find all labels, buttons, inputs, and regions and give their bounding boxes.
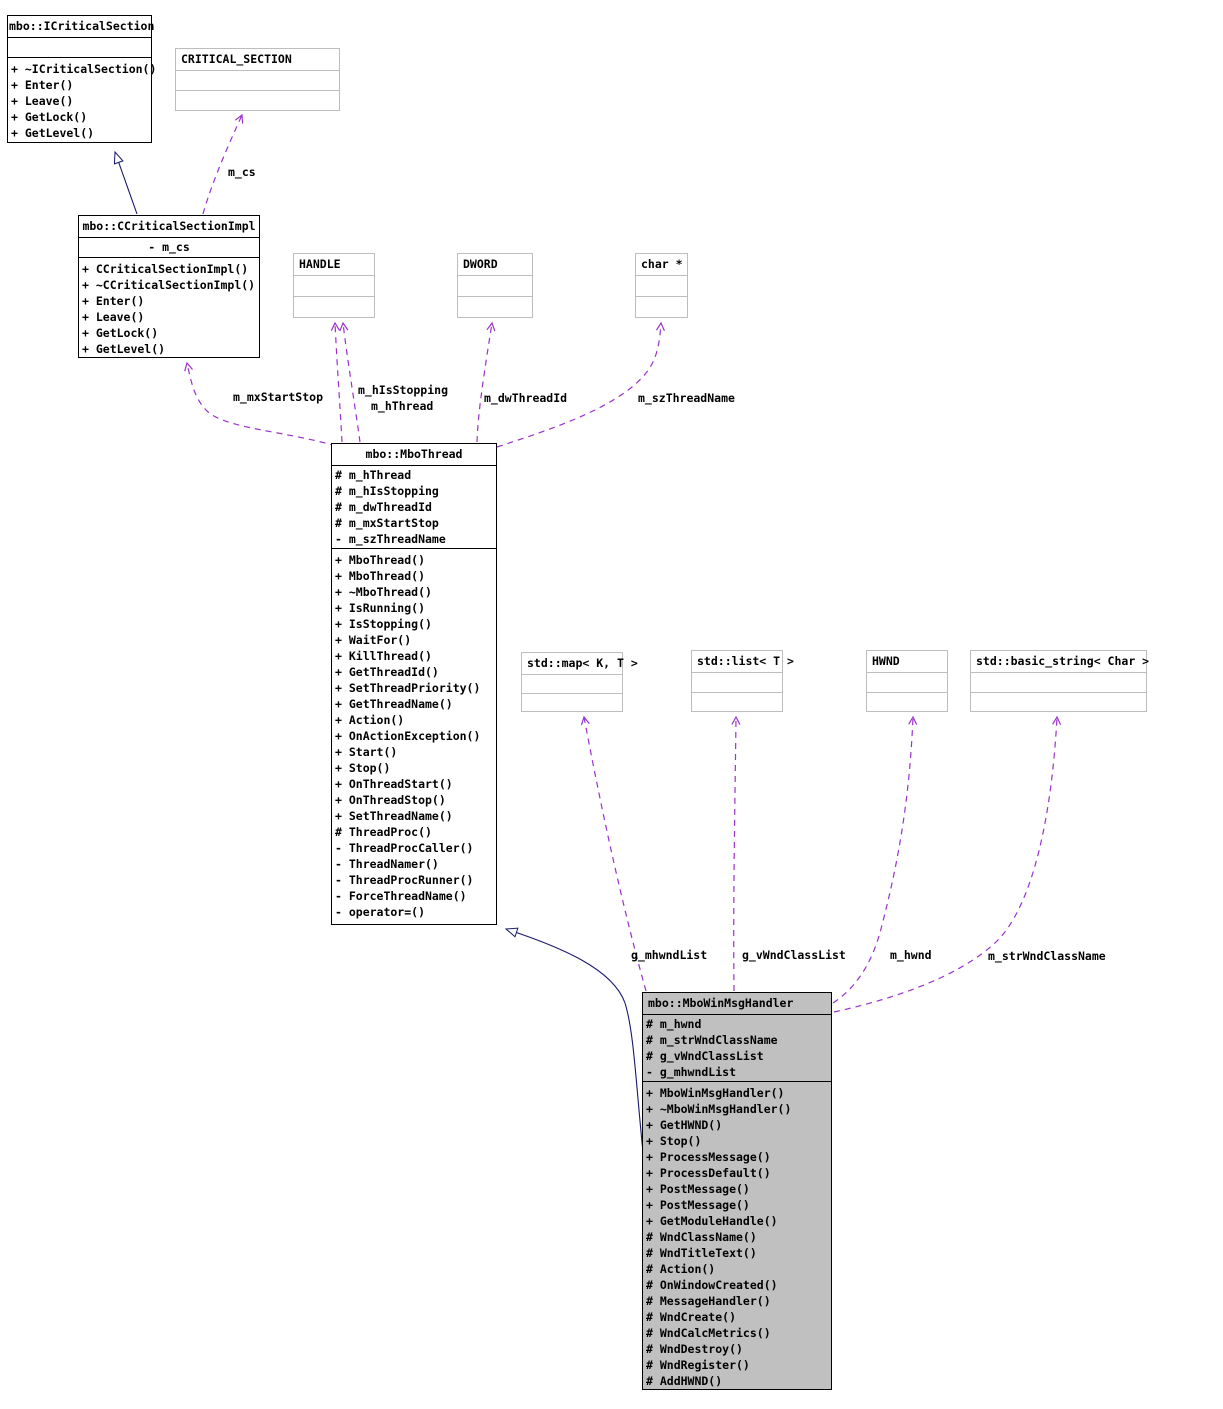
class-box-ccriticalsectionimpl: [78, 215, 260, 358]
class-title-mbothread: mbo::MboThread: [332, 444, 496, 466]
class-box-mbowinmsghandler: [642, 992, 832, 1390]
class-box-icriticalsection: [7, 15, 157, 143]
method-label: + MboWinMsgHandler(): [646, 1086, 785, 1100]
method-label: # OnWindowCreated(): [646, 1278, 778, 1292]
class-title-stdmap: std::map< K, T >: [522, 653, 622, 675]
methods-compartment-empty: [294, 297, 374, 317]
method-label: + MboThread(): [335, 553, 426, 567]
attributes-compartment-empty: [458, 276, 532, 297]
methods-compartment-empty: [867, 693, 947, 711]
attributes-compartment-empty: [8, 38, 151, 58]
class-title-charptr: char *: [636, 254, 687, 276]
attribute-label: # m_hIsStopping: [335, 484, 439, 498]
method-label: + OnActionException(): [335, 729, 481, 743]
methods-compartment: [332, 549, 496, 924]
method-label: + Leave(): [82, 310, 145, 324]
attribute-label: # m_hwnd: [646, 1017, 702, 1031]
class-title-dword: DWORD: [458, 254, 532, 276]
attribute-label: - g_mhwndList: [646, 1065, 737, 1079]
attribute-label: # m_hThread: [335, 468, 412, 482]
method-label: # WndClassName(): [646, 1230, 757, 1244]
attributes-compartment-empty: [176, 71, 339, 91]
edge-label-g-vwndclasslist: g_vWndClassList: [742, 948, 846, 962]
edge-label-m-strwndclassname: m_strWndClassName: [988, 949, 1106, 963]
class-title-hwnd: HWND: [867, 651, 947, 673]
method-label: # WndTitleText(): [646, 1246, 757, 1260]
inheritance-edge-ccriticalimpl-icritical: [115, 152, 137, 214]
attributes-compartment-empty: [692, 673, 782, 693]
edge-label-m-hwnd: m_hwnd: [890, 948, 932, 962]
methods-compartment-empty: [176, 91, 339, 110]
class-title-icriticalsection: mbo::ICriticalSection: [8, 16, 151, 38]
method-label: # MessageHandler(): [646, 1294, 771, 1308]
method-label: + GetLevel(): [82, 342, 166, 356]
method-label: + SetThreadName(): [335, 809, 453, 823]
method-label: # ThreadProc(): [335, 825, 432, 839]
attributes-compartment: [332, 466, 496, 549]
method-label: + ~MboWinMsgHandler(): [646, 1102, 792, 1116]
class-box-dword: [457, 253, 533, 318]
attribute-label: - m_szThreadName: [335, 532, 446, 546]
class-box-mbothread: [331, 443, 497, 925]
method-label: + Start(): [335, 745, 398, 759]
class-title-ccriticalsectionimpl: mbo::CCriticalSectionImpl: [79, 216, 259, 238]
attribute-label: - m_cs: [148, 240, 190, 254]
edge-label-m-hisstopping: m_hIsStopping: [358, 383, 449, 397]
attribute-label: # m_strWndClassName: [646, 1033, 778, 1047]
usage-edge-m-hisstopping: [335, 323, 342, 442]
attributes-compartment-empty: [294, 276, 374, 297]
method-label: + Leave(): [11, 94, 74, 108]
method-label: # WndCalcMetrics(): [646, 1326, 771, 1340]
methods-compartment: [79, 258, 259, 357]
method-label: # Action(): [646, 1262, 716, 1276]
methods-compartment-empty: [692, 693, 782, 711]
method-label: + GetThreadId(): [335, 665, 439, 679]
method-label: + Action(): [335, 713, 405, 727]
method-label: + IsStopping(): [335, 617, 432, 631]
usage-edge-m-szthreadname: [497, 323, 661, 447]
method-label: + GetLock(): [11, 110, 88, 124]
method-label: + GetLock(): [82, 326, 159, 340]
inheritance-edge-msghandler-mbothread: [506, 929, 643, 1152]
class-box-stdmap: [521, 652, 638, 712]
method-label: # WndDestroy(): [646, 1342, 743, 1356]
method-label: + WaitFor(): [335, 633, 412, 647]
edge-label-m-mxstartstop: m_mxStartStop: [233, 390, 324, 404]
methods-compartment: [643, 1082, 831, 1389]
method-label: + ~ICriticalSection(): [11, 62, 157, 76]
class-box-charptr: [635, 253, 688, 318]
attribute-label: # m_dwThreadId: [335, 500, 432, 514]
method-label: + SetThreadPriority(): [335, 681, 481, 695]
attributes-compartment-empty: [971, 673, 1146, 693]
attributes-compartment: [643, 1015, 831, 1082]
usage-edge-g-vwndclasslist: [734, 717, 736, 991]
method-label: + GetHWND(): [646, 1118, 723, 1132]
method-label: + ProcessDefault(): [646, 1166, 771, 1180]
edge-label-m-szthreadname: m_szThreadName: [638, 391, 735, 405]
usage-edge-m-mxstartstop: [187, 363, 336, 446]
method-label: + KillThread(): [335, 649, 432, 663]
class-title-basicstring: std::basic_string< Char >: [971, 651, 1146, 673]
method-label: + GetLevel(): [11, 126, 95, 140]
method-label: # WndCreate(): [646, 1310, 737, 1324]
method-label: + ~MboThread(): [335, 585, 432, 599]
method-label: + Stop(): [646, 1134, 702, 1148]
method-label: + GetModuleHandle(): [646, 1214, 778, 1228]
method-label: + PostMessage(): [646, 1198, 750, 1212]
method-label: - ForceThreadName(): [335, 889, 467, 903]
class-box-handle: [293, 253, 375, 318]
usage-edge-m-strwndclassname: [834, 717, 1057, 1012]
methods-compartment-empty: [971, 693, 1146, 711]
methods-compartment-empty: [458, 297, 532, 317]
edge-label-m-cs: m_cs: [228, 165, 256, 179]
method-label: + IsRunning(): [335, 601, 426, 615]
method-label: + Stop(): [335, 761, 391, 775]
method-label: + Enter(): [11, 78, 74, 92]
method-label: + PostMessage(): [646, 1182, 750, 1196]
attribute-label: # m_mxStartStop: [335, 516, 439, 530]
method-label: + ~CCriticalSectionImpl(): [82, 278, 256, 292]
method-label: - ThreadProcRunner(): [335, 873, 474, 887]
class-title-mbowinmsghandler: mbo::MboWinMsgHandler: [643, 993, 831, 1015]
method-label: + OnThreadStart(): [335, 777, 453, 791]
class-title-stdlist: std::list< T >: [692, 651, 782, 673]
attributes-compartment-empty: [522, 675, 622, 694]
attributes-compartment-empty: [867, 673, 947, 693]
methods-compartment: [8, 58, 157, 142]
method-label: - operator=(): [335, 905, 426, 919]
edge-label-m-hthread: m_hThread: [371, 399, 434, 413]
method-label: # AddHWND(): [646, 1374, 723, 1388]
method-label: + ProcessMessage(): [646, 1150, 771, 1164]
class-box-hwnd: [866, 650, 948, 712]
methods-compartment-empty: [522, 694, 622, 711]
edge-label-m-dwthreadid: m_dwThreadId: [484, 391, 568, 405]
method-label: + CCriticalSectionImpl(): [82, 262, 249, 276]
method-label: + GetThreadName(): [335, 697, 453, 711]
edge-label-g-mhwndlist: g_mhwndList: [631, 948, 708, 962]
class-box-critical-section: [175, 48, 340, 111]
class-title-critical-section: CRITICAL_SECTION: [176, 49, 339, 71]
class-box-basicstring: [970, 650, 1150, 712]
method-label: + MboThread(): [335, 569, 426, 583]
method-label: - ThreadProcCaller(): [335, 841, 474, 855]
class-box-stdlist: [691, 650, 794, 712]
method-label: + OnThreadStop(): [335, 793, 446, 807]
method-label: - ThreadNamer(): [335, 857, 439, 871]
attributes-compartment: [79, 238, 259, 258]
attributes-compartment-empty: [636, 276, 687, 297]
method-label: # WndRegister(): [646, 1358, 750, 1372]
attribute-label: # g_vWndClassList: [646, 1049, 764, 1063]
class-title-handle: HANDLE: [294, 254, 374, 276]
usage-edge-m-dwthreadid: [477, 323, 492, 442]
method-label: + Enter(): [82, 294, 145, 308]
methods-compartment-empty: [636, 297, 687, 317]
